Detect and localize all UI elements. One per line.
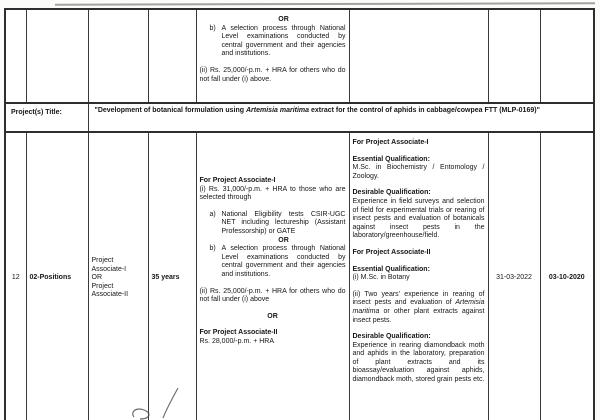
age-limit-cell: 35 years	[148, 132, 196, 420]
species-name-italic: Artemisia maritima	[352, 299, 485, 315]
project-title-part-1: "Development of botanical formulation using	[94, 107, 246, 114]
species-name-italic: Artemisia maritima	[246, 107, 310, 114]
pa2-essential-ii-part-2: or other plant extracts against insect pests.	[352, 307, 485, 324]
selection-process-item	[210, 25, 346, 59]
emoluments-pa2-heading: For Project Associate-II	[199, 329, 278, 337]
pa2-desirable-text: Experience in rearing diamondback moth and aphids in the laboratory, preparation of plant extracts and its bioassay/evaluation against aphids, diamondback moth, stored grain pests etc.	[352, 341, 485, 384]
prev-positions-cell	[26, 9, 88, 103]
pa2-essential-ii-text	[353, 291, 485, 325]
qual-pa2-heading: For Project Associate-II	[352, 248, 431, 256]
prev-qualification-cell	[349, 9, 488, 103]
tenure-date-cell: 31-03-2022	[488, 132, 540, 420]
prev-serial-cell	[5, 9, 26, 103]
essential-qualification-label-1: Essential Qualification:	[352, 155, 430, 163]
recruitment-table	[4, 8, 595, 420]
qualifications-cell	[349, 132, 488, 420]
project-title-label: Project(s) Title:	[5, 103, 88, 132]
emoluments-clause-ii: (ii) Rs. 25,000/-p.m. + HRA for others who do not fall under (i) above	[199, 287, 346, 304]
prev-emoluments-cell	[196, 9, 349, 103]
emoluments-clause-i: (i) Rs. 31,000/-p.m. + HRA to those who are selected through	[199, 185, 346, 202]
selection-process-text: A selection process through National Level examinations conducted by central government and their agencies and institutions.	[221, 24, 346, 58]
prev-date-cell-1	[488, 9, 540, 103]
scan-artifact-line	[55, 2, 595, 5]
or-separator-2: OR	[267, 312, 278, 320]
eligibility-item-b	[210, 245, 346, 279]
prev-age-cell	[148, 9, 196, 103]
table-row-previous-record	[5, 9, 594, 103]
table-row-project-title	[5, 103, 594, 132]
essential-qualification-label-2: Essential Qualification:	[352, 265, 430, 273]
list-marker-b: b)	[209, 245, 216, 253]
pa2-essential-ii-part-1: (ii) Two years' experience in rearing of insect pests and evaluation of	[352, 290, 485, 307]
qual-pa1-heading: For Project Associate-I	[352, 139, 429, 146]
eligibility-item-a-text: National Eligibility tests CSIR-UGC NET including lectureship (Assistant Professorship) or GATE	[221, 210, 346, 235]
project-title-part-2: extract for the control of aphids in cabbage/cowpea FTT (MLP-0169)"	[309, 107, 540, 114]
emoluments-pa2-pay: Rs. 28,000/-p.m. + HRA	[199, 337, 275, 345]
list-marker-a: a)	[209, 210, 216, 218]
desirable-qualification-label-2: Desirable Qualification:	[352, 333, 431, 341]
emoluments-cell	[196, 132, 349, 420]
prev-date-cell-2	[540, 9, 594, 103]
designation-cell	[88, 132, 148, 420]
prev-designation-cell	[88, 9, 148, 103]
last-date-cell: 03-10-2020	[540, 132, 594, 420]
or-separator-1: OR	[278, 236, 289, 244]
designation-or: OR	[91, 274, 102, 282]
positions-count-cell: 02-Positions	[26, 132, 88, 420]
eligibility-item-b-text: A selection process through National Level examinations conducted by central government and their agencies and institutions.	[221, 245, 346, 278]
pa1-essential-text: M.Sc. in Biochemistry / Entomology / Zoology.	[352, 164, 485, 180]
or-separator: OR	[278, 16, 289, 23]
designation-line-1: Project Associate-I	[91, 257, 127, 273]
serial-number-cell: 12	[5, 132, 26, 420]
list-marker-b: b)	[209, 24, 216, 32]
project-title-text	[88, 103, 594, 132]
hra-clause-ii: (ii) Rs. 25,000/-p.m. + HRA for others who do not fall under (i) above.	[199, 66, 346, 83]
desirable-qualification-label-1: Desirable Qualification:	[352, 189, 431, 197]
eligibility-item-a	[210, 211, 346, 237]
emoluments-pa1-heading: For Project Associate-I	[199, 177, 276, 184]
pa1-desirable-text: Experience in field surveys and selection of field for experimental trials or rearing of insect pests and evaluation of botanicals against insect pests in the laboratory/greenhouse/field.	[352, 197, 485, 240]
table-row-position-12	[5, 132, 594, 420]
pa2-essential-i-text: (i) M.Sc. in Botany	[352, 274, 410, 282]
designation-line-2: Project Associate-II	[91, 282, 129, 299]
